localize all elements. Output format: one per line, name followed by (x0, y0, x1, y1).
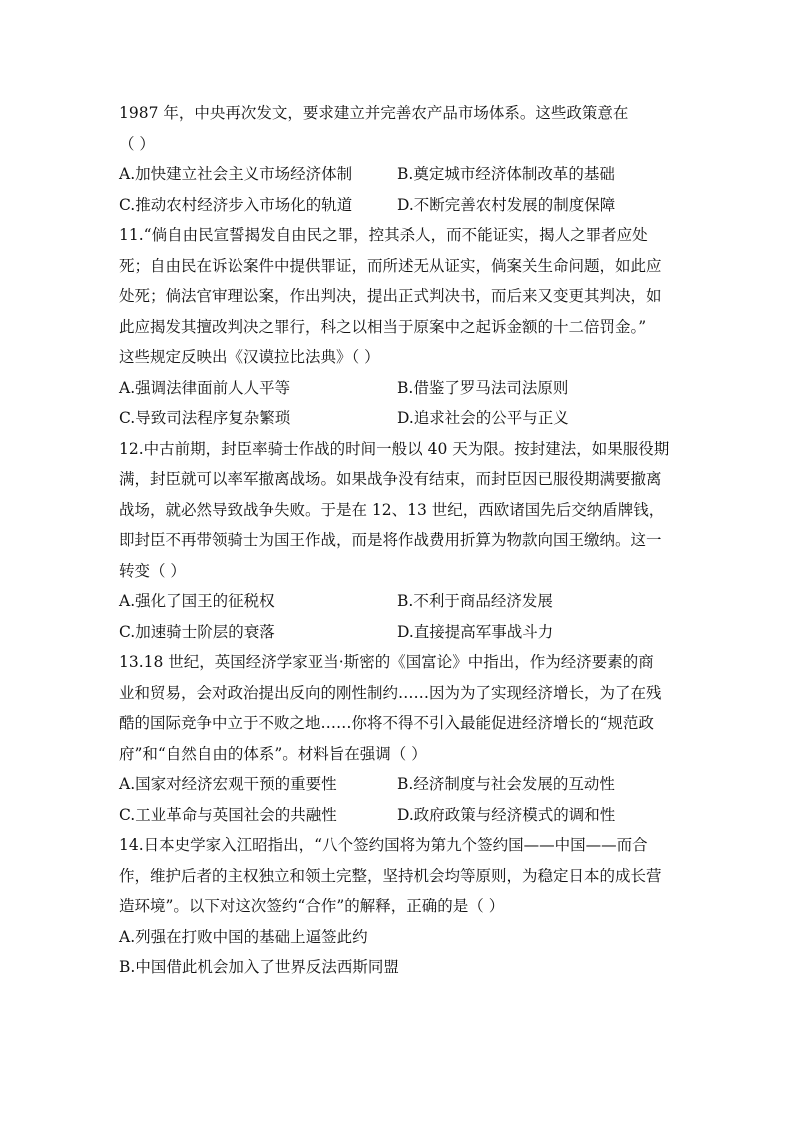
question-stem-line: （ ） (119, 134, 155, 153)
option-row (119, 190, 679, 221)
option-d: D.不断完善农村发展的制度保障 (397, 195, 616, 214)
question-stem-line: 转变（ ） (119, 561, 186, 580)
question-12 (119, 434, 679, 648)
option-c: C.推动农村经济步入市场化的轨道 (119, 195, 353, 214)
question-stem-line: 酷的国际竞争中立于不败之地……你将不得不引入最能促进经济增长的“规范政 (119, 714, 654, 732)
question-stem-line: 14.日本史学家入江昭指出，“八个签约国将为第九个签约国——中国——而合 (119, 836, 648, 854)
option-c: C.加速骑士阶层的衰落 (119, 622, 275, 641)
option-b: B.借鉴了罗马法司法原则 (397, 378, 569, 397)
question-11 (119, 220, 679, 434)
option-a: A.强化了国王的征税权 (119, 592, 275, 610)
option-d: D.追求社会的公平与正义 (397, 409, 569, 427)
option-row (119, 586, 679, 617)
question-14 (119, 830, 679, 983)
question-stem-line: 业和贸易，会对政治提出反向的刚性制约……因为为了实现经济增长，为了在残 (119, 683, 662, 702)
option-a: A.强调法律面前人人平等 (119, 378, 291, 397)
option-b: B.中国借此机会加入了世界反法西斯同盟 (119, 958, 399, 976)
question-stem-line: 满，封臣就可以率军撤离战场。如果战争没有结束，而封臣因已服役期满要撤离 (119, 470, 662, 488)
question-stem-line: 处死；倘法官审理讼案，作出判决，提出正式判决书，而后来又变更其判决，如 (119, 287, 662, 305)
option-row (119, 800, 679, 831)
option-d: D.直接提高军事战斗力 (397, 622, 554, 641)
question-stem-line: 11.“倘自由民宣誓揭发自由民之罪，控其杀人，而不能证实，揭人之罪者应处 (119, 226, 648, 244)
option-c: C.工业革命与英国社会的共融性 (119, 805, 337, 824)
question-stem-line: 这些规定反映出《汉谟拉比法典》（ ） (119, 348, 380, 366)
question-stem-line: 即封臣不再带领骑士为国王作战，而是将作战费用折算为物款向国王缴纳。这一 (119, 531, 662, 549)
exam-page (119, 98, 679, 983)
option-c: C.导致司法程序复杂繁琐 (119, 409, 291, 427)
question-stem-line: 1987 年，中央再次发文，要求建立并完善农产品市场体系。这些政策意在 (119, 104, 629, 122)
option-a: A.列强在打败中国的基础上逼签此约 (119, 927, 368, 946)
option-a: A.国家对经济宏观干预的重要性 (119, 775, 337, 793)
option-row (119, 617, 679, 648)
question-stem-line: 12.中古前期，封臣率骑士作战的时间一般以 40 天为限。按封建法，如果服役期 (119, 439, 670, 458)
question-stem-line: 府”和“自然自由的体系”。材料旨在强调（ ） (119, 744, 427, 763)
question-13 (119, 647, 679, 830)
question-stem-line: 战场，就必然导致战争失败。于是在 12、13 世纪，西欧诸国先后交纳盾牌钱， (119, 500, 665, 519)
question-10 (119, 98, 679, 220)
question-stem-line: 死；自由民在诉讼案件中提供罪证，而所述无从证实，倘案关生命问题，如此应 (119, 256, 662, 275)
option-b: B.奠定城市经济体制改革的基础 (397, 165, 615, 183)
question-stem-line: 此应揭发其擅改判决之罪行，科之以相当于原案中之起诉金额的十二倍罚金。” (119, 317, 647, 336)
option-b: B.不利于商品经济发展 (397, 592, 553, 610)
option-row (119, 769, 679, 800)
question-stem-line: 13.18 世纪，英国经济学家亚当·斯密的《国富论》中指出，作为经济要素的商 (119, 653, 654, 671)
option-d: D.政府政策与经济模式的调和性 (397, 805, 616, 824)
option-row (119, 373, 679, 404)
question-stem-line: 造环境”。以下对这次签约“合作”的解释，正确的是（ ） (119, 897, 505, 915)
question-stem-line: 作，维护后者的主权独立和领土完整，坚持机会均等原则，为稳定日本的成长营 (119, 866, 662, 885)
option-b: B.经济制度与社会发展的互动性 (397, 775, 615, 793)
option-a: A.加快建立社会主义市场经济体制 (119, 165, 353, 183)
option-row (119, 159, 679, 190)
option-row (119, 403, 679, 434)
